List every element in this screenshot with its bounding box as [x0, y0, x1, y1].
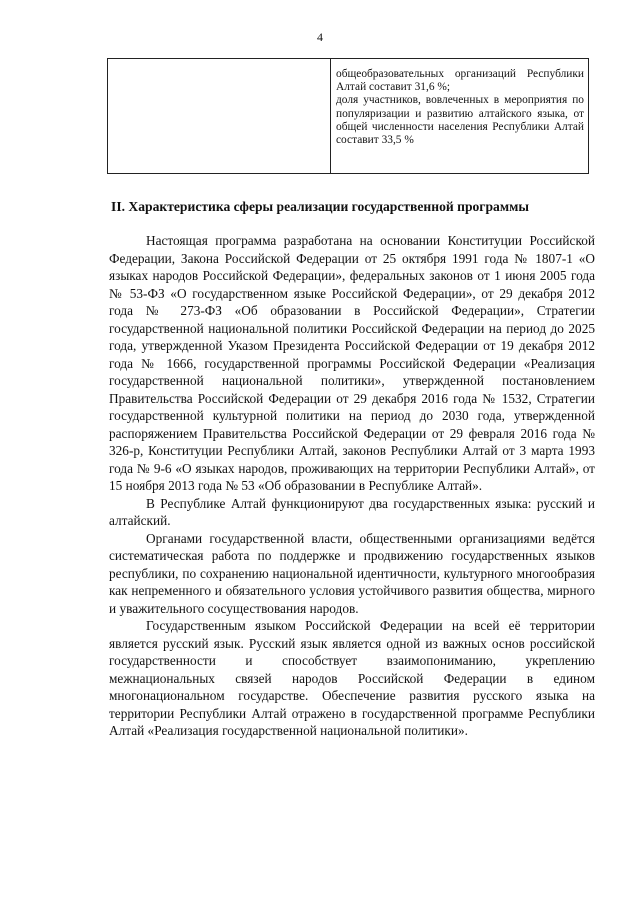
- indicators-table: [107, 58, 589, 174]
- indicator-text: общеобразовательных организаций Республики Алтай составит 31,6 %;: [336, 68, 584, 94]
- paragraph: Государственным языком Российской Федерации на всей её территории является русский язык. Русский язык является одной из важных основ российской государственности и способствует взаимопониманию, укреплению межнациональных связей народов Российской Федерации в едином многонациональном государстве. Обеспечение развития русского языка на территории Республики Алтай отражено в государственной программе Республики Алтай «Реализация государственной национальной политики».: [109, 618, 595, 738]
- paragraph: Настоящая программа разработана на основании Конституции Российской Федерации, Закона Российской Федерации от 25 октября 1991 года № 1807-1 «О языках народов Российской Федерации», федеральных законов от 1 июня 2005 года № 53-ФЗ «О государственном языке Российской Федерации», от 29 декабря 2012 года № 273-ФЗ «Об образовании в Российской Федерации», Стратегии государственной национальной политики Российской Федерации на период до 2025 года, утвержденной Указом Президента Российской Федерации от 19 декабря 2012 года № 1666, государственной программы Российской Федерации «Реализация государственной национальной политики», утвержденной постановлением Правительства Российской Федерации от 29 декабря 2016 года № 1532, Стратегии государственной культурной политики на период до 2030 года, утвержденной распоряжением Правительства Российской Федерации от 29 февраля 2016 года № 326-р, Конституции Республики Алтай, законов Республики Алтай от 3 марта 1993 года № 9-6 «О языках народов, проживающих на территории Республики Алтай», от 15 ноября 2013 года № 53 «Об образовании в Республике Алтай».: [109, 233, 595, 493]
- paragraph: Органами государственной власти, общественными организациями ведётся систематическая работа по поддержке и продвижению государственных языков республики, по сохранению национальной идентичности, культурного многообразия как непременного и обязательного условия устойчивого развития общества, мирного и уважительного сосуществования народов.: [109, 530, 595, 616]
- page-number: 4: [317, 30, 323, 44]
- paragraph: В Республике Алтай функционируют два государственных языка: русский и алтайский.: [109, 495, 595, 528]
- indicator-text: доля участников, вовлеченных в мероприятия по популяризации и развитию алтайского языка, от общей численности населения Республики Алтай составит 33,5 %: [336, 94, 584, 147]
- table-row: [108, 59, 589, 174]
- section-title: II. Характеристика сферы реализации государственной программы: [111, 199, 529, 214]
- document-body: [109, 232, 595, 740]
- table-cell-empty: [108, 59, 331, 174]
- table-cell-indicators: [331, 59, 589, 174]
